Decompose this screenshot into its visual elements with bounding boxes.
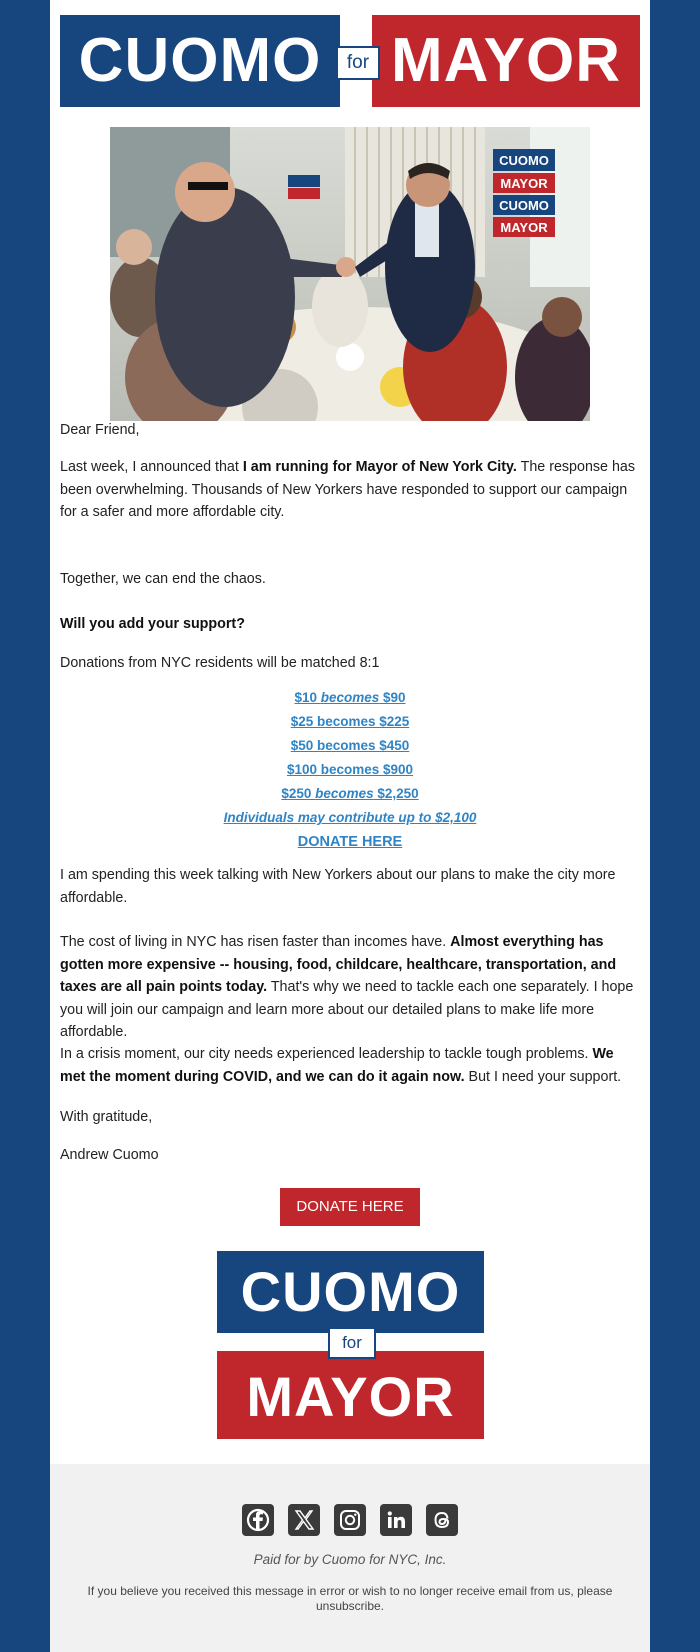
contribution-limit-link[interactable] [60,806,640,830]
link-text: $250 [281,786,316,801]
footer-logo-for: for [328,1327,376,1359]
linkedin-icon[interactable] [380,1504,412,1536]
paragraph-cost-of-living [60,931,640,1044]
p6-text-c: That's why we need to tackle each one separately. I hope you will join our campaign and learn more about our detailed plans to make life more affordable. [60,979,634,1040]
p7-text-c: But I need your support. [464,1068,622,1085]
link-text: $50 becomes $450 [290,738,410,753]
logo-name-text: CUOMO [78,26,322,95]
link-text: Individuals may contribute up to $2,100 [223,810,477,825]
donate-100-link[interactable] [60,758,640,782]
paragraph-end-chaos: Together, we can end the chaos. [60,571,266,587]
signature: Andrew Cuomo [60,1147,159,1163]
support-question-bold: Will you add your support? [60,616,245,632]
p6-text-bold: Almost everything has gotten more expensive -- housing, food, childcare, healthcare, transportation, and taxes are all pain points today. [60,934,617,995]
link-text: $25 becomes $225 [290,714,410,729]
email-body [50,0,650,1652]
footer-logo[interactable] [217,1251,484,1439]
campaign-photo [110,127,590,421]
match-notice: Donations from NYC residents will be matched 8:1 [60,655,380,671]
photo-sign-cuomo: CUOMO [499,153,549,168]
donate-here-link[interactable]: DONATE HERE [297,834,403,850]
p1-text-a: Last week, I announced that [60,459,243,475]
link-text: becomes [315,786,374,801]
threads-icon[interactable] [426,1504,458,1536]
donate-25-link[interactable] [60,710,640,734]
footer-logo-name: CUOMO [217,1251,484,1333]
logo-for-text: for [336,46,380,80]
donate-50-link[interactable] [60,734,640,758]
paragraph-announcement [60,456,640,524]
facebook-icon[interactable] [242,1504,274,1536]
donation-links [60,686,640,854]
p7-text-a: In a crisis moment, our city needs experienced leadership to tackle tough problems. [60,1046,593,1062]
instagram-icon[interactable] [334,1504,366,1536]
p1-text-c: The response has been overwhelming. Thousands of New Yorkers have responded to support our campaign for a safer and more affordable city. [60,459,636,520]
social-links [50,1504,650,1536]
p7-text-bold: We met the moment during COVID, and we can do it again now. [60,1046,614,1085]
link-text: $90 [379,690,406,705]
p6-text-a: The cost of living in NYC has risen faster than incomes have. [60,934,451,950]
x-icon[interactable] [288,1504,320,1536]
unsubscribe-text[interactable]: If you believe you received this message in error or wish to no longer receive email from us, please unsubscribe. [87,1584,613,1613]
donate-button[interactable]: DONATE HERE [280,1188,420,1226]
footer-logo-office: MAYOR [217,1351,484,1439]
donate-10-link[interactable] [60,686,640,710]
donate-250-link[interactable] [60,782,640,806]
paid-for-disclaimer: Paid for by Cuomo for NYC, Inc. [253,1552,447,1567]
link-text: $100 becomes $900 [286,762,414,777]
p1-text-bold: I am running for Mayor of New York City. [242,459,517,475]
photo-sign-cuomo-2: CUOMO [499,198,549,213]
paragraph-crisis [60,1043,640,1088]
footer [50,1464,650,1652]
photo-sign-mayor: MAYOR [500,176,548,191]
link-text: $2,250 [373,786,419,801]
link-text: becomes [320,690,380,705]
closing: With gratitude, [60,1109,153,1125]
header-logo[interactable] [60,15,640,107]
greeting: Dear Friend, [60,422,140,438]
link-text: $10 [294,690,321,705]
logo-office-text: MAYOR [390,26,622,95]
paragraph-talking: I am spending this week talking with New Yorkers about our plans to make the city more affordable. [60,867,616,906]
photo-sign-mayor-2: MAYOR [500,220,548,235]
support-question [60,613,640,636]
